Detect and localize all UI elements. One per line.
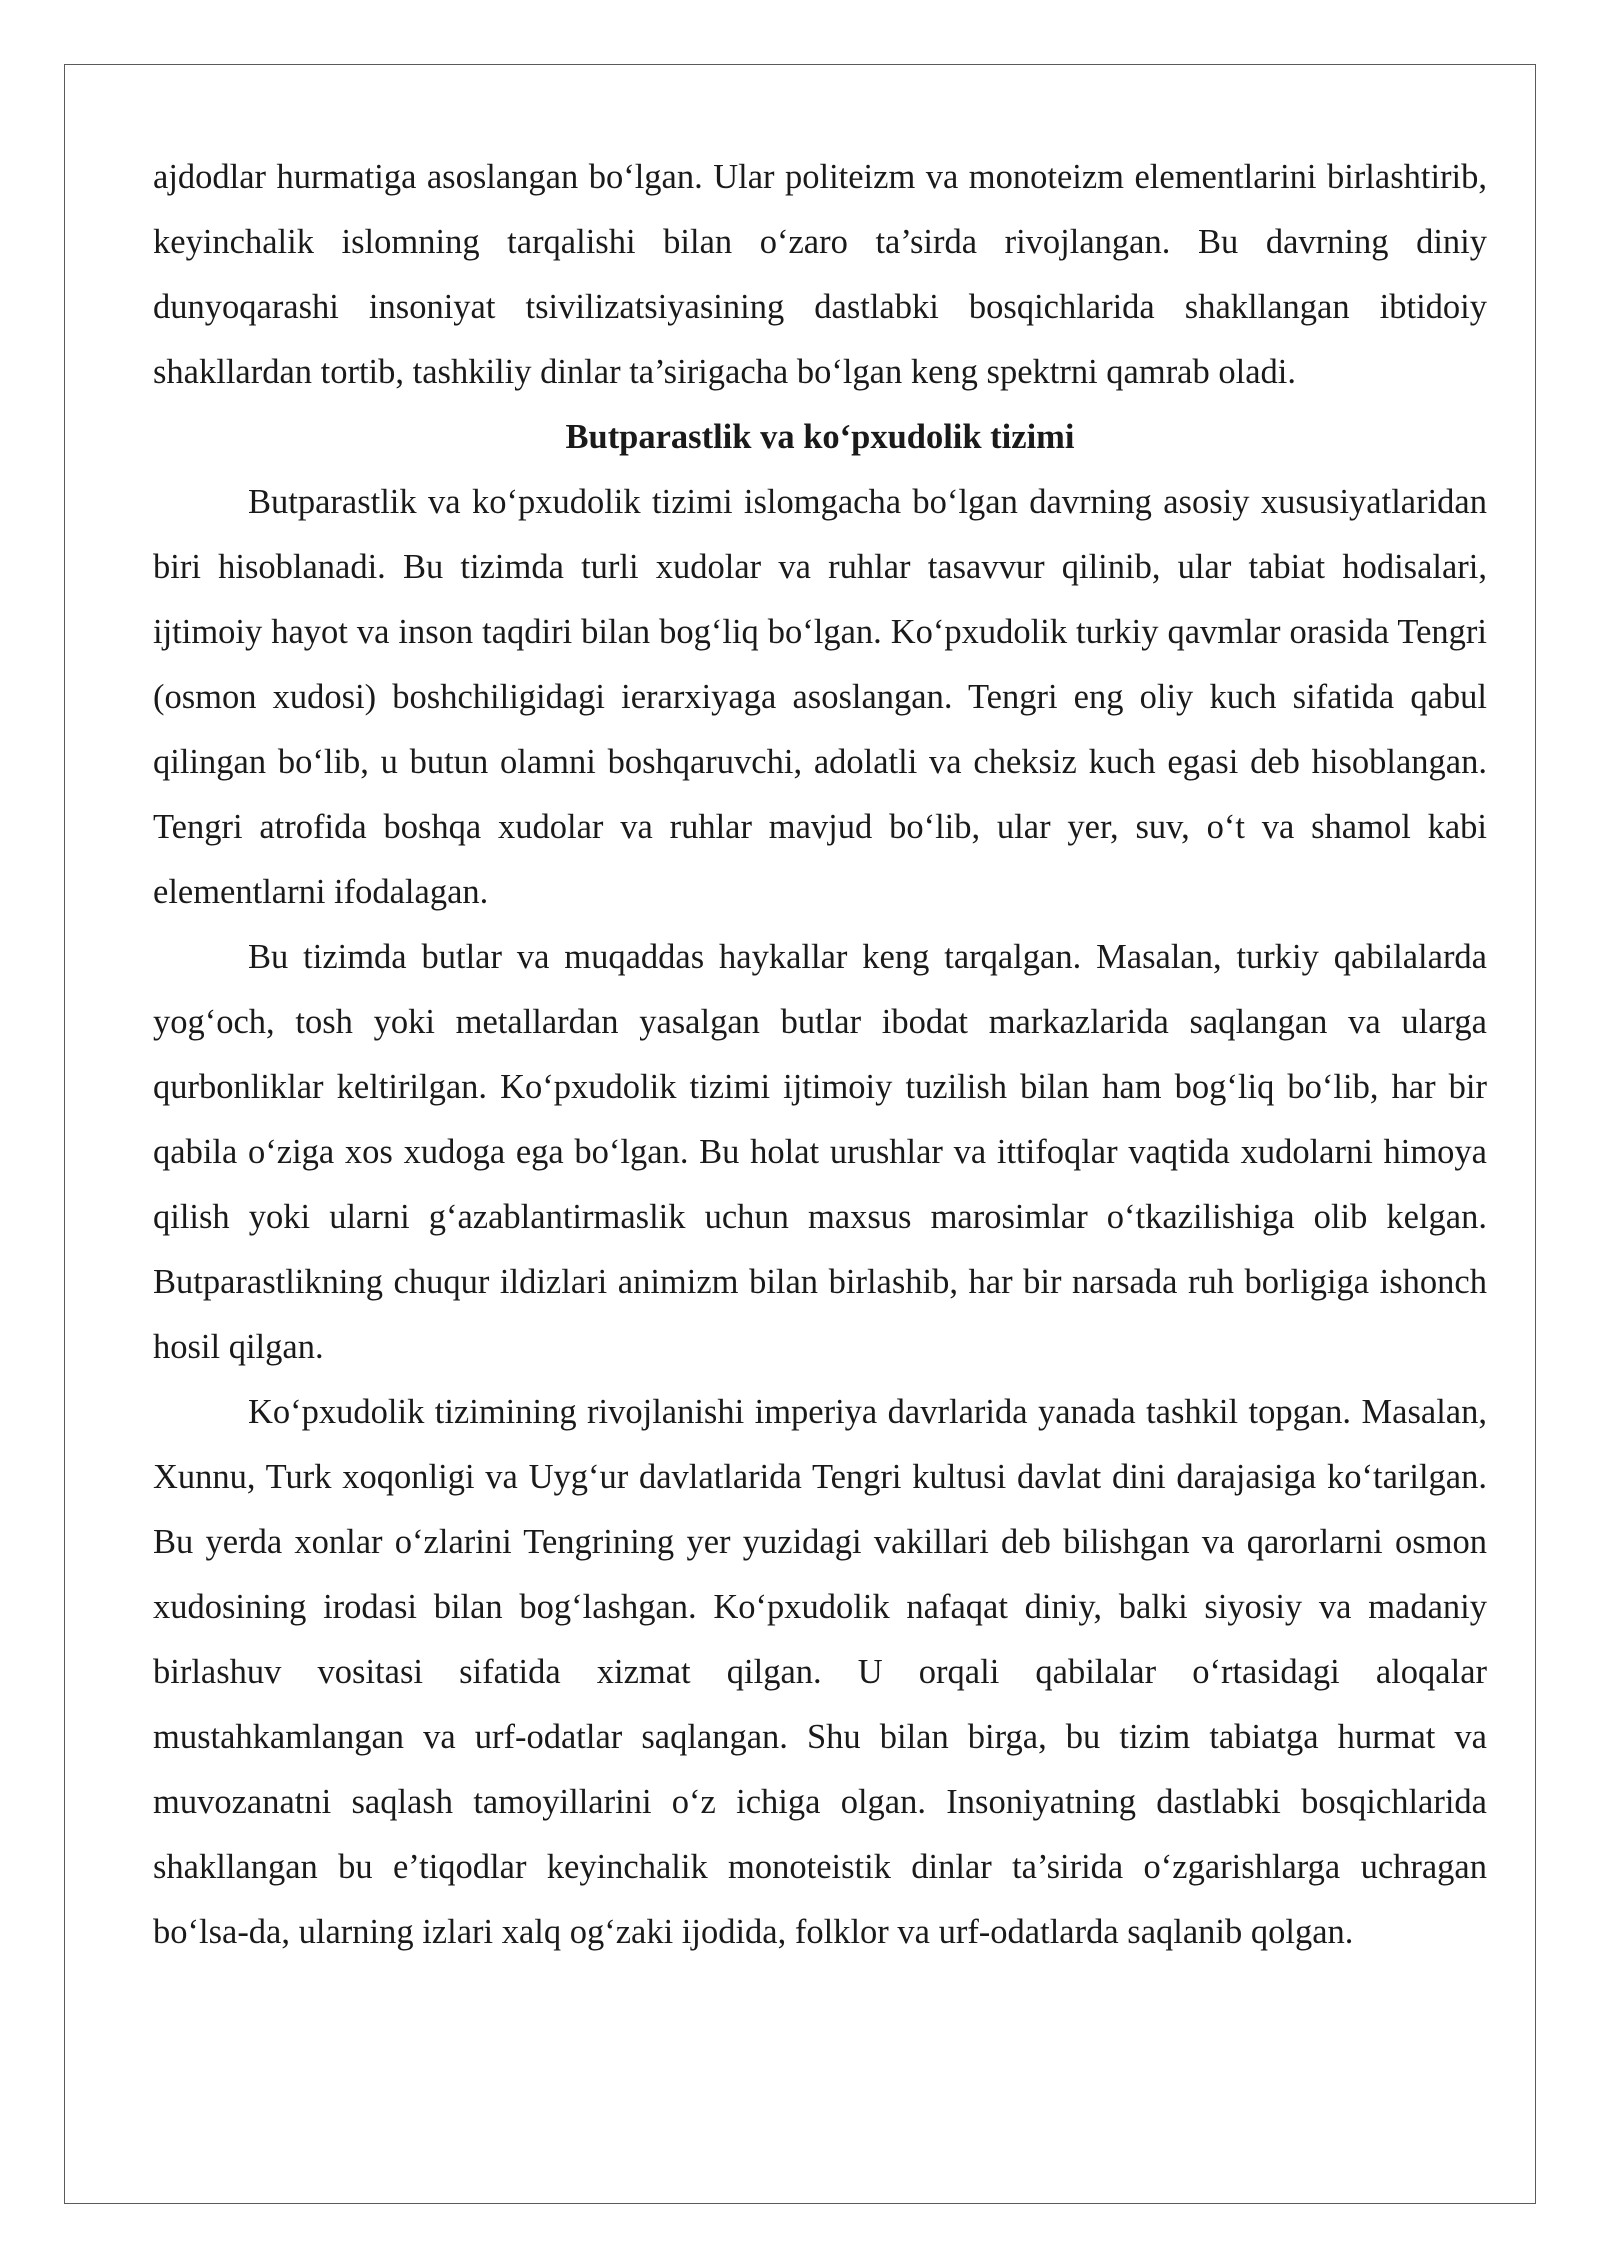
body-paragraph-2: Bu tizimda butlar va muqaddas haykallar keng tarqalgan. Masalan, turkiy qabilalarda yog‘och, tosh yoki metallardan yasalgan butlar ibodat markazlarida saqlangan va ularga qurbonliklar keltirilgan. Ko‘pxudolik tizimi ijtimoiy tuzilish bilan ham bog‘liq bo‘lib, har bir qabila o‘ziga xos xudoga ega bo‘lgan. Bu holat urushlar va ittifoqlar vaqtida xudolarni himoya qilish yoki ularni g‘azablantirmaslik uchun maxsus marosimlar o‘tkazilishiga olib kelgan. Butparastlikning chuqur ildizlari animizm bilan birlashib, har bir narsada ruh borligiga ishonch hosil qilgan. xyxy=(153,938,1487,1366)
document-body xyxy=(153,145,1487,1965)
intro-paragraph: ajdodlar hurmatiga asoslangan bo‘lgan. Ular politeizm va monoteizm elementlarini birlashtirib, keyinchalik islomning tarqalishi bilan o‘zaro ta’sirda rivojlangan. Bu davrning diniy dunyoqarashi insoniyat tsivilizatsiyasining dastlabki bosqichlarida shakllangan ibtidoiy shakllardan tortib, tashkiliy dinlar ta’sirigacha bo‘lgan keng spektrni qamrab oladi. xyxy=(153,158,1487,391)
body-paragraph-3: Ko‘pxudolik tizimining rivojlanishi imperiya davrlarida yanada tashkil topgan. Masalan, Xunnu, Turk xoqonligi va Uyg‘ur davlatlarida Tengri kultusi davlat dini darajasiga ko‘tarilgan. Bu yerda xonlar o‘zlarini Tengrining yer yuzidagi vakillari deb bilishgan va qarorlarni osmon xudosining irodasi bilan bog‘lashgan. Ko‘pxudolik nafaqat diniy, balki siyosiy va madaniy birlashuv vositasi sifatida xizmat qilgan. U orqali qabilalar o‘rtasidagi aloqalar mustahkamlangan va urf-odatlar saqlangan. Shu bilan birga, bu tizim tabiatga hurmat va muvozanatni saqlash tamoyillarini o‘z ichiga olgan. Insoniyatning dastlabki bosqichlarida shakllangan bu e’tiqodlar keyinchalik monoteistik dinlar ta’sirida o‘zgarishlarga uchragan bo‘lsa-da, ularning izlari xalq og‘zaki ijodida, folklor va urf-odatlarda saqlanib qolgan. xyxy=(153,1393,1487,1951)
section-heading: Butparastlik va ko‘pxudolik tizimi xyxy=(565,418,1075,456)
body-paragraph-1: Butparastlik va ko‘pxudolik tizimi islomgacha bo‘lgan davrning asosiy xususiyatlaridan biri hisoblanadi. Bu tizimda turli xudolar va ruhlar tasavvur qilinib, ular tabiat hodisalari, ijtimoiy hayot va inson taqdiri bilan bog‘liq bo‘lgan. Ko‘pxudolik turkiy qavmlar orasida Tengri (osmon xudosi) boshchiligidagi ierarxiyaga asoslangan. Tengri eng oliy kuch sifatida qabul qilingan bo‘lib, u butun olamni boshqaruvchi, adolatli va cheksiz kuch egasi deb hisoblangan. Tengri atrofida boshqa xudolar va ruhlar mavjud bo‘lib, ular yer, suv, o‘t va shamol kabi elementlarni ifodalagan. xyxy=(153,483,1487,911)
